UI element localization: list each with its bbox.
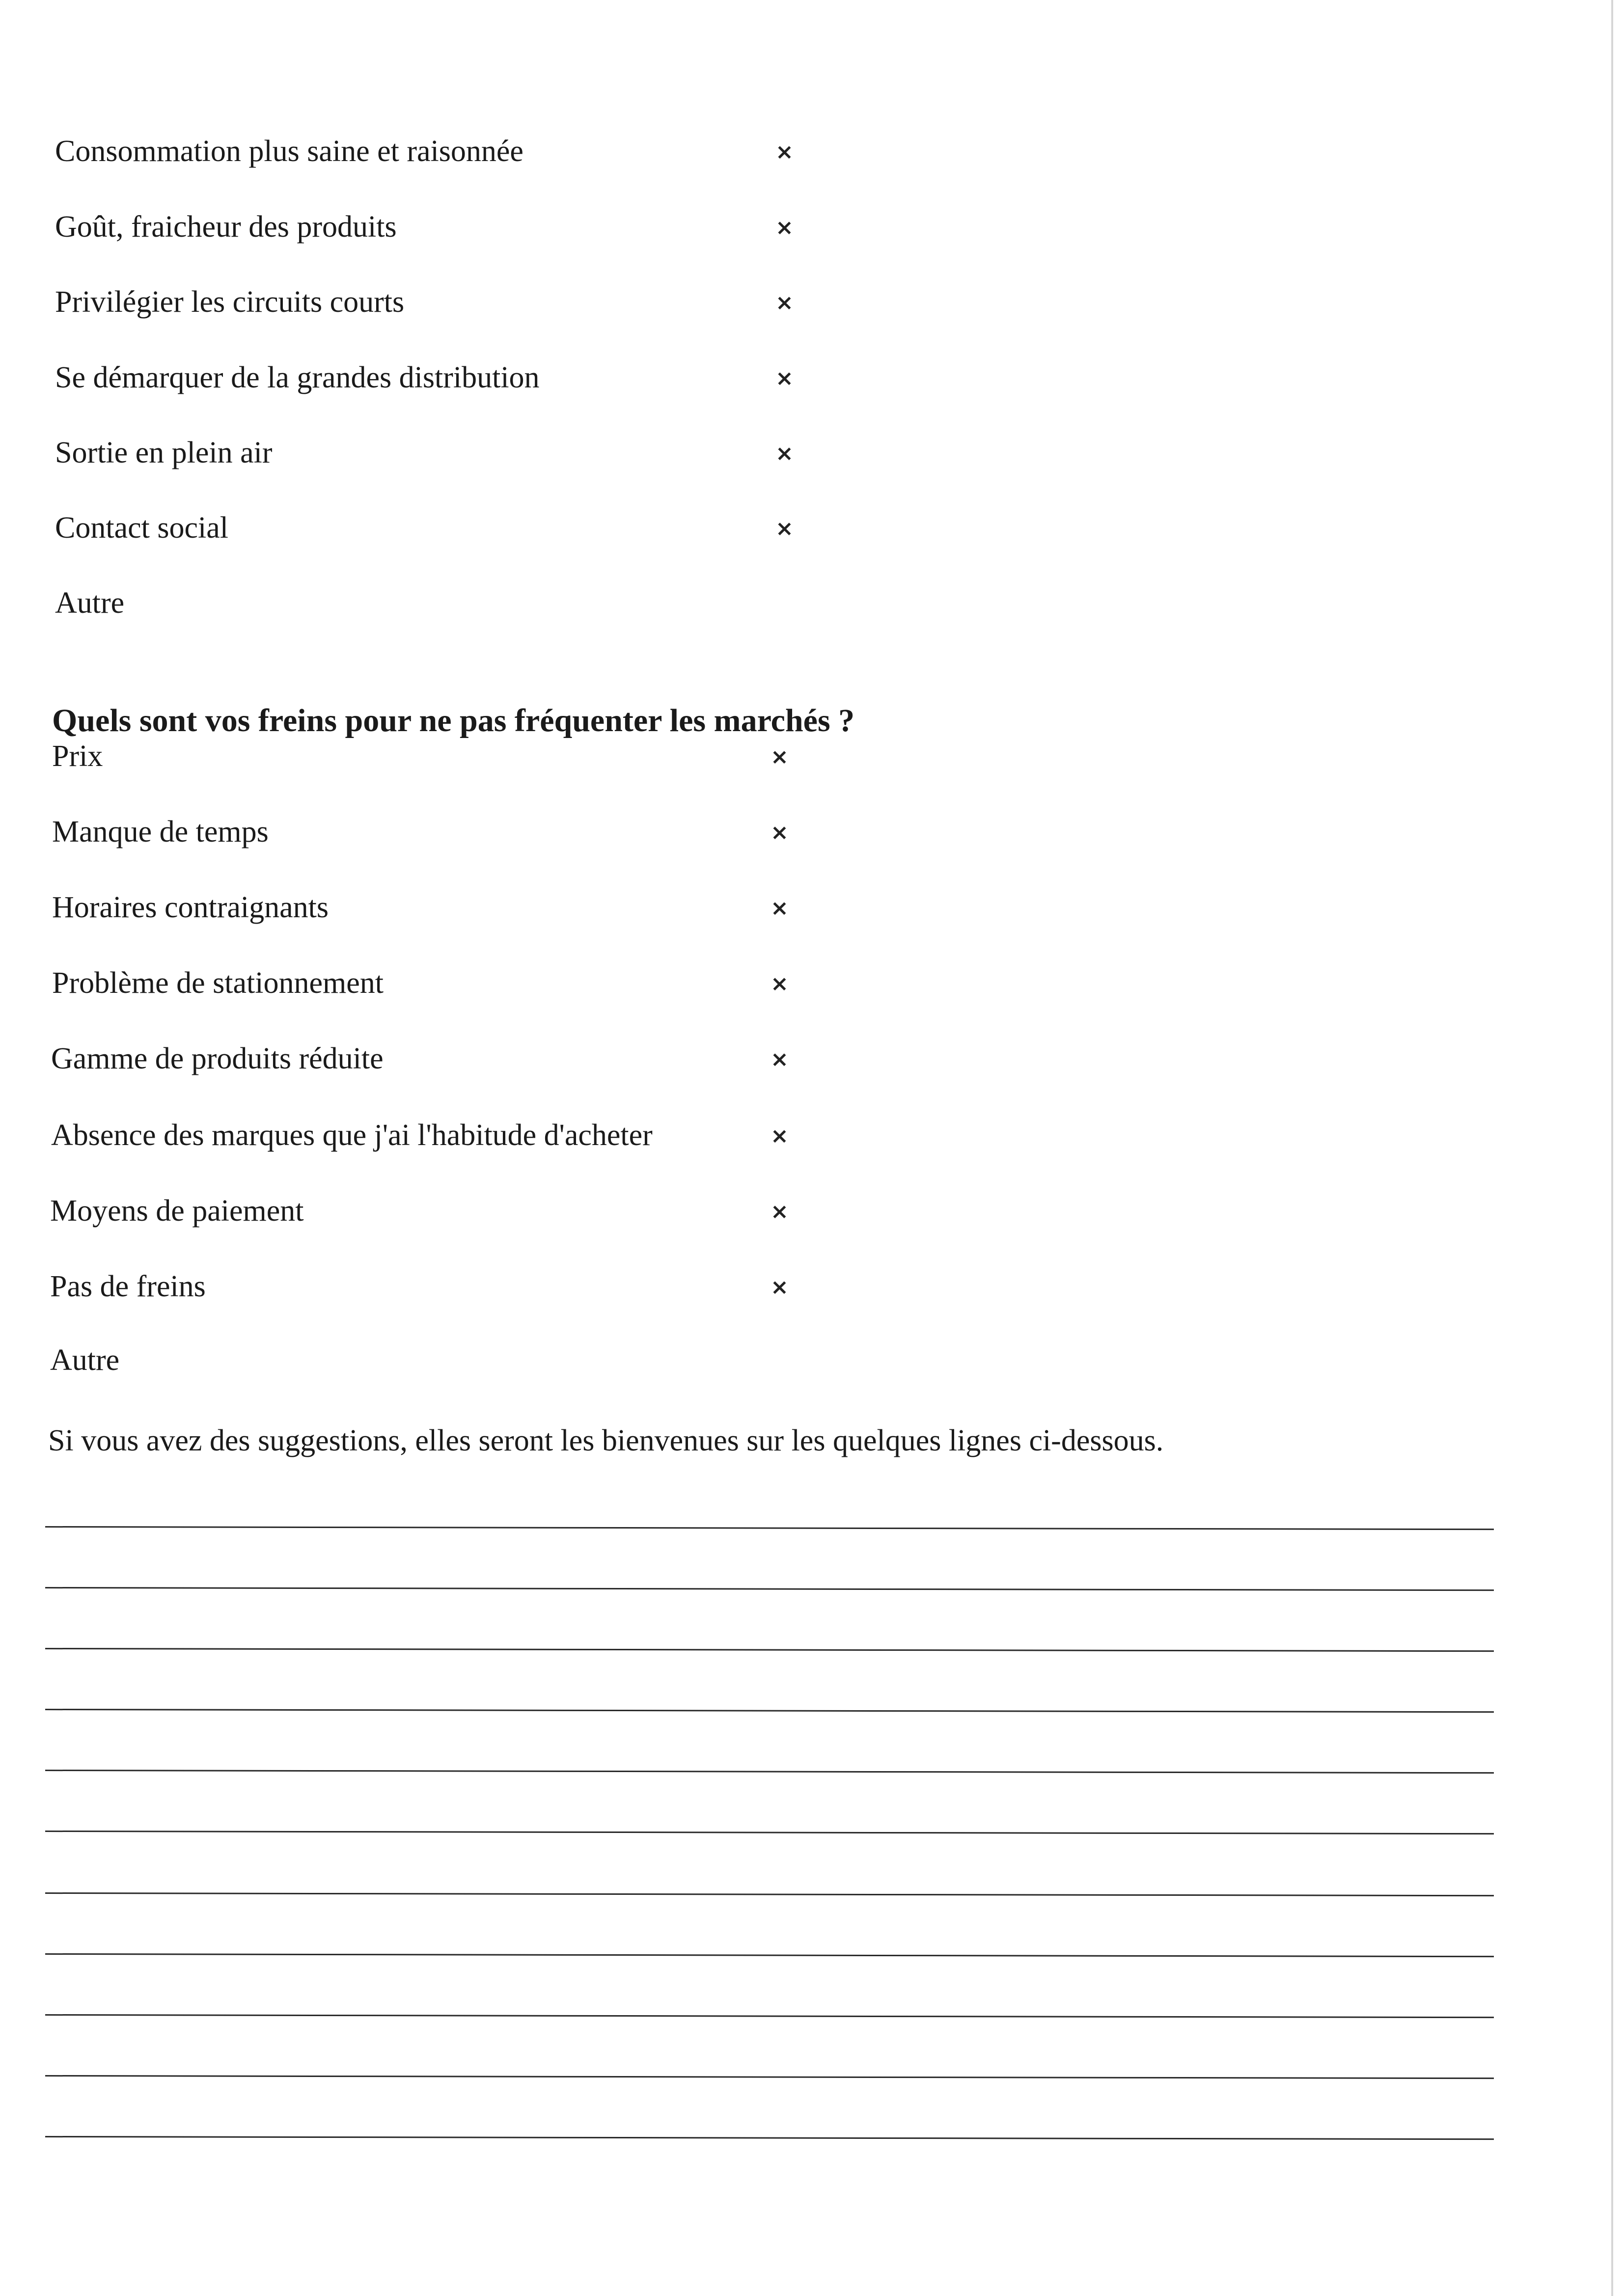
option-row[interactable] [55,508,890,557]
option-label: Consommation plus saine et raisonnée [55,135,523,168]
option-label: Autre [55,586,125,620]
option-label: Privilégier les circuits courts [55,285,405,319]
option-label: Sortie en plein air [55,436,273,469]
option-row[interactable] [51,1116,886,1165]
check-mark-icon: × [771,971,789,996]
option-label: Se démarquer de la grandes distribution [55,361,540,394]
page-edge [1611,0,1613,2296]
option-label: Moyens de paiement [50,1194,304,1228]
writing-line[interactable] [45,1648,1494,1652]
writing-line[interactable] [45,1831,1494,1834]
option-row[interactable] [50,1267,885,1316]
writing-line[interactable] [45,2075,1494,2079]
option-label: Pas de freins [50,1270,206,1303]
option-row[interactable] [55,583,890,632]
option-label: Goût, fraicheur des produits [55,210,397,244]
check-mark-icon: × [775,215,794,240]
check-mark-icon: × [771,1275,789,1300]
writing-line[interactable] [45,2136,1494,2140]
suggestion-prompt: Si vous avez des suggestions, elles seront les bienvenues sur les quelques lignes ci-dessous. [48,1424,1164,1457]
check-mark-icon: × [771,820,789,845]
writing-line[interactable] [45,1953,1494,1957]
check-mark-icon: × [771,1123,789,1148]
option-label: Contact social [55,511,228,545]
option-row[interactable] [51,1039,886,1088]
question-heading: Quels sont vos freins pour ne pas fréquenter les marchés ? [52,703,855,738]
check-mark-icon: × [771,1199,789,1224]
check-mark-icon: × [775,366,794,391]
check-mark-icon: × [771,1047,789,1072]
check-mark-icon: × [771,744,789,769]
option-label: Horaires contraignants [52,891,329,924]
option-label: Autre [50,1343,120,1377]
option-label: Manque de temps [52,815,269,848]
option-row[interactable] [55,433,890,482]
option-label: Gamme de produits réduite [51,1042,384,1075]
option-row[interactable] [55,132,890,181]
option-row[interactable] [50,1191,885,1240]
check-mark-icon: × [775,290,794,315]
writing-line[interactable] [45,1587,1494,1591]
option-row[interactable] [52,963,887,1012]
option-label: Prix [52,739,103,773]
option-row[interactable] [55,358,890,407]
option-label: Problème de stationnement [52,966,384,1000]
option-row[interactable] [50,1340,885,1390]
option-row[interactable] [55,282,890,331]
check-mark-icon: × [771,896,789,921]
writing-line[interactable] [45,2014,1494,2018]
check-mark-icon: × [775,516,794,541]
check-mark-icon: × [775,139,794,164]
check-mark-icon: × [775,441,794,466]
writing-line[interactable] [45,1526,1494,1530]
writing-line[interactable] [45,1892,1494,1896]
writing-line[interactable] [45,1709,1494,1713]
option-row[interactable] [55,207,890,256]
option-row[interactable] [52,737,887,786]
writing-line[interactable] [45,1770,1494,1774]
option-row[interactable] [52,888,887,937]
option-label: Absence des marques que j'ai l'habitude d'acheter [51,1119,653,1152]
option-row[interactable] [52,812,887,861]
